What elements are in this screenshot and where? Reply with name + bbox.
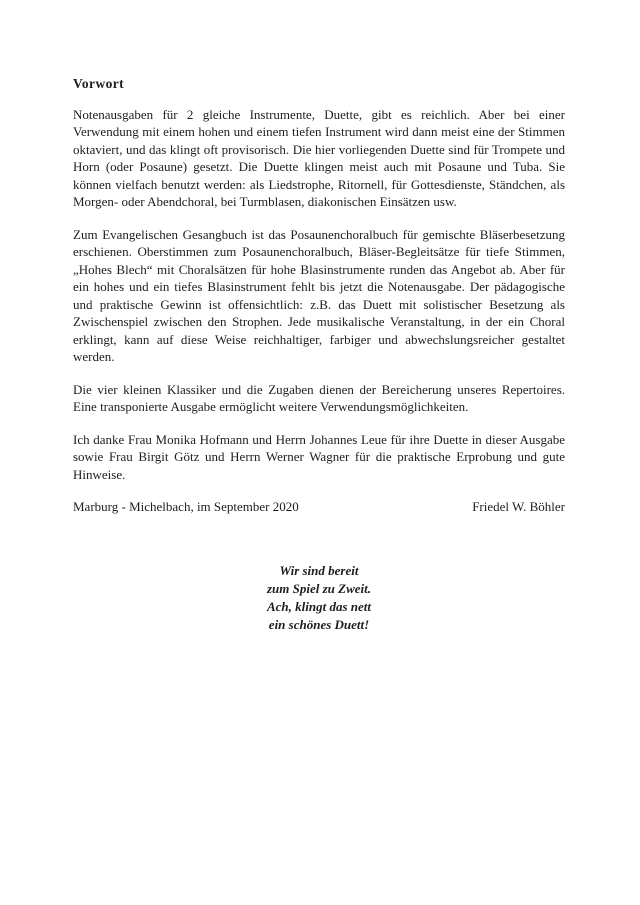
verse-line-3: Ach, klingt das nett bbox=[266, 598, 372, 614]
verse-line-4: ein schönes Duett! bbox=[268, 616, 370, 632]
paragraph-danksagung: Ich danke Frau Monika Hofmann und Herrn Johannes Leue für ihre Duette in dieser Ausgabe sowie Frau Birgit Götz und Herrn Werner Wagner für die praktische Erprobung und gute Hinweise. bbox=[73, 431, 565, 482]
verse-line-1: Wir sind bereit bbox=[279, 562, 359, 578]
paragraph-gesangbuch: Zum Evangelischen Gesangbuch ist das Posaunenchoralbuch für gemischte Bläserbesetzung erschienen. Oberstimmen zum Posaunenchoralbuch, Bläser-Begleitsätze für tiefe Stimmen, „Hohes Blech“ mit Choralsätzen für hohe Blasinstrumente runden das Angebot ab. Aber für ein hohes und ein tiefes Blasinstrument fehlt bis jetzt die Notenausgabe. Der pädagogische und praktische Gewinn ist offensichtlich: z.B. das Duett mit solistischer Besetzung als Zwischenspiel zwischen den Strophen. Jede musikalische Veranstaltung, in der ein Choral erklingt, kann auf diese Weise reichhaltiger, farbiger und abwechslungsreicher gestaltet werden. bbox=[73, 226, 565, 364]
page-content bbox=[73, 75, 565, 634]
verse bbox=[73, 562, 565, 634]
dateline-author: Friedel W. Böhler bbox=[472, 499, 565, 514]
dateline-place-date: Marburg - Michelbach, im September 2020 bbox=[73, 499, 299, 514]
page-title: Vorwort bbox=[73, 76, 125, 91]
verse-line-2: zum Spiel zu Zweit. bbox=[266, 580, 372, 596]
paragraph-klassiker: Die vier kleinen Klassiker und die Zugaben dienen der Bereicherung unseres Repertoires. Eine transponierte Ausgabe ermöglicht weitere Verwendungsmöglichkeiten. bbox=[73, 381, 565, 414]
paragraph-notenausgaben: Notenausgaben für 2 gleiche Instrumente, Duette, gibt es reichlich. Aber bei einer Verwendung mit einem hohen und einem tiefen Instrument wird dann meist eine der Stimmen oktaviert, und das klingt oft provisorisch. Die hier vorliegenden Duette sind für Trompete und Horn (oder Posaune) gesetzt. Die Duette klingen meist auch mit Posaune und Tuba. Sie können vielfach benutzt werden: als Liedstrophe, Ritornell, für Gottesdienste, Ständchen, als Morgen- oder Abendchoral, bei Turmblasen, diakonischen Einsätzen usw. bbox=[73, 106, 565, 209]
dateline bbox=[73, 498, 565, 516]
